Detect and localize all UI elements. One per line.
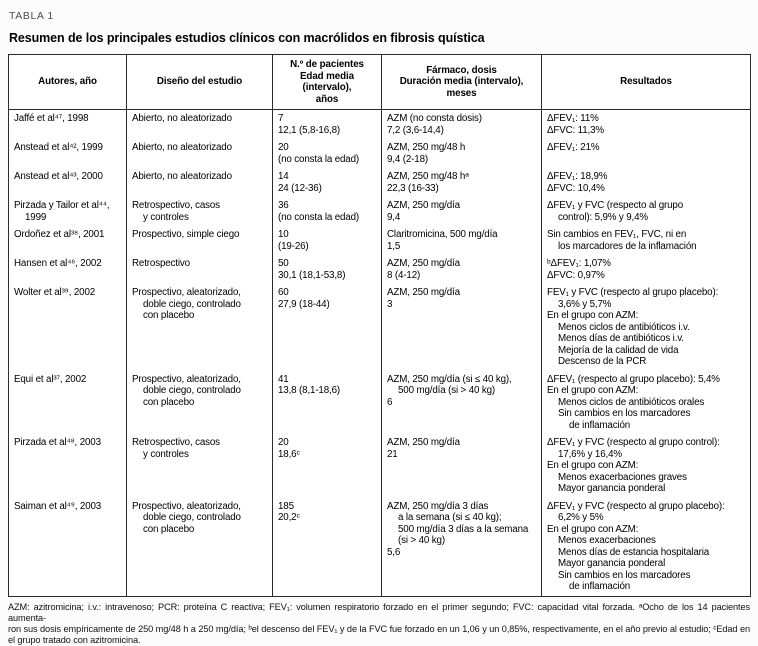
cell-line: Sin cambios en FEV₁, FVC, ni en [547,229,748,241]
cell-line: AZM, 250 mg/día [387,258,539,270]
study-cell [382,197,542,226]
cell-line: 1999 [14,212,124,224]
study-cell [9,255,127,284]
cell-line: ΔFEV₁: 18,9% [547,171,748,183]
study-cell [382,371,542,435]
table-header [9,55,751,110]
cell-line: y controles [132,449,270,461]
column-header [382,55,542,110]
study-cell [273,110,382,140]
study-cell [273,226,382,255]
study-cell [127,110,273,140]
study-cell [127,371,273,435]
study-cell [127,284,273,371]
study-cell [9,197,127,226]
study-cell [127,139,273,168]
footnote-line: AZM: azitromicina; i.v.: intravenoso; PCR: proteína C reactiva; FEV₁: volumen respiratorio forzado en el primer segundo; FVC: capacidad vital forzada. ᵃOcho de los 14 pacientes aumenta- [8,602,750,624]
cell-line: Mayor ganancia ponderal [547,483,748,495]
cell-line: Descenso de la PCR [547,356,748,368]
cell-line: Menos días de estancia hospitalaria [547,547,748,559]
cell-line: Sin cambios en los marcadores [547,408,748,420]
study-cell [9,371,127,435]
cell-line: Prospectivo, aleatorizado, [132,287,270,299]
study-cell [9,168,127,197]
cell-line: Prospectivo, aleatorizado, [132,501,270,513]
column-header-line: Resultados [545,76,747,88]
cell-line: Abierto, no aleatorizado [132,171,270,183]
study-cell [382,498,542,597]
study-cell [542,434,751,498]
study-cell [127,434,273,498]
study-row [9,371,751,435]
cell-line: ᵇΔFEV₁: 1,07% [547,258,748,270]
cell-line: 10 [278,229,379,241]
study-cell [542,498,751,597]
cell-line: control): 5,9% y 9,4% [547,212,748,224]
cell-line: ΔFVC: 0,97% [547,270,748,282]
column-header-line: Autores, año [12,76,123,88]
cell-line: (no consta la edad) [278,154,379,166]
cell-line: En el grupo con AZM: [547,310,748,322]
column-header-line: años [276,94,378,106]
cell-line: (19-26) [278,241,379,253]
cell-line: con placebo [132,310,270,322]
cell-line: de inflamación [547,581,748,593]
study-cell [127,168,273,197]
cell-line: 5,6 [387,547,539,559]
cell-line: AZM (no consta dosis) [387,113,539,125]
cell-line: doble ciego, controlado [132,385,270,397]
cell-line: 3,6% y 5,7% [547,299,748,311]
cell-line: AZM, 250 mg/día (si ≤ 40 kg), [387,374,539,386]
study-row [9,226,751,255]
study-row [9,139,751,168]
cell-line: Hansen et al⁴⁶, 2002 [14,258,124,270]
cell-line: ΔFEV₁ (respecto al grupo placebo): 5,4% [547,374,748,386]
study-cell [9,434,127,498]
cell-line: los marcadores de la inflamación [547,241,748,253]
study-cell [542,255,751,284]
column-header-line: meses [385,88,538,100]
cell-line: 185 [278,501,379,513]
study-cell [127,498,273,597]
cell-line: Anstead et al⁴³, 2000 [14,171,124,183]
cell-line: En el grupo con AZM: [547,524,748,536]
study-cell [9,139,127,168]
study-cell [542,371,751,435]
cell-line: En el grupo con AZM: [547,460,748,472]
footnote [8,602,750,646]
cell-line: Retrospectivo, casos [132,200,270,212]
study-cell [382,226,542,255]
cell-line: ΔFVC: 11,3% [547,125,748,137]
cell-line: (no consta la edad) [278,212,379,224]
cell-line: ΔFEV₁ y FVC (respecto al grupo placebo): [547,501,748,513]
cell-line: ΔFEV₁ y FVC (respecto al grupo [547,200,748,212]
cell-line: Prospectivo, aleatorizado, [132,374,270,386]
cell-line: (si > 40 kg) [387,535,539,547]
study-cell [382,255,542,284]
cell-line: Menos ciclos de antibióticos i.v. [547,322,748,334]
study-cell [542,284,751,371]
cell-line: 7 [278,113,379,125]
cell-line: Prospectivo, simple ciego [132,229,270,241]
column-header-line: Duración media (intervalo), [385,76,538,88]
cell-line: Menos días de antibióticos i.v. [547,333,748,345]
table-title: Resumen de los principales estudios clínicos con macrólidos en fibrosis quística [9,31,750,45]
column-header [9,55,127,110]
column-header-line: N.º de pacientes [276,59,378,71]
cell-line: Menos exacerbaciones graves [547,472,748,484]
cell-line: 3 [387,299,539,311]
study-cell [273,255,382,284]
cell-line: con placebo [132,397,270,409]
study-cell [542,139,751,168]
table-body [9,110,751,597]
study-cell [382,110,542,140]
cell-line: doble ciego, controlado [132,299,270,311]
cell-line: 22,3 (16-33) [387,183,539,195]
cell-line: y controles [132,212,270,224]
cell-line: 20 [278,142,379,154]
study-cell [127,255,273,284]
cell-line: 12,1 (5,8-16,8) [278,125,379,137]
cell-line: 6 [387,397,539,409]
study-row [9,255,751,284]
column-header-line: Fármaco, dosis [385,65,538,77]
cell-line: 24 (12-36) [278,183,379,195]
cell-line: ΔFEV₁ y FVC (respecto al grupo control): [547,437,748,449]
cell-line: 36 [278,200,379,212]
cell-line: AZM, 250 mg/día [387,287,539,299]
cell-line: 500 mg/día 3 días a la semana [387,524,539,536]
cell-line: Menos ciclos de antibióticos orales [547,397,748,409]
cell-line: 9,4 (2-18) [387,154,539,166]
study-row [9,197,751,226]
cell-line: a la semana (si ≤ 40 kg); [387,512,539,524]
cell-line: AZM, 250 mg/día [387,200,539,212]
cell-line: 30,1 (18,1-53,8) [278,270,379,282]
cell-line: 9,4 [387,212,539,224]
cell-line: Wolter et al³⁹, 2002 [14,287,124,299]
cell-line: con placebo [132,524,270,536]
cell-line: AZM, 250 mg/día 3 días [387,501,539,513]
cell-line: 1,5 [387,241,539,253]
study-cell [9,284,127,371]
study-cell [273,498,382,597]
cell-line: Anstead et al⁴², 1999 [14,142,124,154]
cell-line: 27,9 (18-44) [278,299,379,311]
cell-line: Retrospectivo [132,258,270,270]
cell-line: Pirzada y Tailor et al⁴⁴, [14,200,124,212]
cell-line: Claritromicina, 500 mg/día [387,229,539,241]
cell-line: AZM, 250 mg/48 h [387,142,539,154]
study-cell [542,226,751,255]
study-cell [273,284,382,371]
study-cell [273,139,382,168]
cell-line: ΔFEV₁: 11% [547,113,748,125]
cell-line: Mejoría de la calidad de vida [547,345,748,357]
cell-line: Pirzada et al⁴⁸, 2003 [14,437,124,449]
cell-line: 8 (4-12) [387,270,539,282]
cell-line: 20,2ᶜ [278,512,379,524]
cell-line: doble ciego, controlado [132,512,270,524]
column-header [273,55,382,110]
cell-line: AZM, 250 mg/día [387,437,539,449]
study-row [9,168,751,197]
study-cell [127,197,273,226]
cell-line: Ordoñez et al³⁸, 2001 [14,229,124,241]
study-cell [273,371,382,435]
study-cell [382,284,542,371]
cell-line: 7,2 (3,6-14,4) [387,125,539,137]
study-cell [127,226,273,255]
study-cell [382,168,542,197]
cell-line: 18,6ᶜ [278,449,379,461]
study-row [9,110,751,140]
study-cell [273,197,382,226]
cell-line: 17,6% y 16,4% [547,449,748,461]
cell-line: En el grupo con AZM: [547,385,748,397]
study-row [9,498,751,597]
cell-line: de inflamación [547,420,748,432]
cell-line: FEV₁ y FVC (respecto al grupo placebo): [547,287,748,299]
cell-line: Abierto, no aleatorizado [132,113,270,125]
cell-line: Jaffé et al⁴⁷, 1998 [14,113,124,125]
study-cell [382,434,542,498]
study-row [9,434,751,498]
cell-line: 60 [278,287,379,299]
cell-line: 13,8 (8,1-18,6) [278,385,379,397]
cell-line: Abierto, no aleatorizado [132,142,270,154]
study-row [9,284,751,371]
cell-line: 500 mg/día (si > 40 kg) [387,385,539,397]
cell-line: Menos exacerbaciones [547,535,748,547]
study-cell [273,168,382,197]
study-cell [542,110,751,140]
column-header [127,55,273,110]
cell-line: 50 [278,258,379,270]
table-label: TABLA 1 [9,10,750,22]
footnote-line: ron sus dosis empíricamente de 250 mg/48 h a 250 mg/día; ᵇel descenso del FEV₁ y de la FVC fue forzado en un 1,06 y un 0,85%, respectivamente, en el año previo al estudio; ᶜEdad en [8,624,750,635]
clinical-studies-table [8,54,751,597]
study-cell [9,110,127,140]
study-cell [9,226,127,255]
table-header-row [9,55,751,110]
study-cell [273,434,382,498]
cell-line: ΔFVC: 10,4% [547,183,748,195]
cell-line: 14 [278,171,379,183]
cell-line: Retrospectivo, casos [132,437,270,449]
study-cell [9,498,127,597]
column-header-line: Diseño del estudio [130,76,269,88]
cell-line: 20 [278,437,379,449]
cell-line: Equi et al³⁷, 2002 [14,374,124,386]
study-cell [542,197,751,226]
cell-line: Saiman et al⁴⁹, 2003 [14,501,124,513]
study-cell [382,139,542,168]
study-cell [542,168,751,197]
cell-line: Mayor ganancia ponderal [547,558,748,570]
column-header [542,55,751,110]
cell-line: 41 [278,374,379,386]
cell-line: Sin cambios en los marcadores [547,570,748,582]
cell-line: AZM, 250 mg/48 hᵃ [387,171,539,183]
cell-line: 21 [387,449,539,461]
cell-line: 6,2% y 5% [547,512,748,524]
column-header-line: Edad media (intervalo), [276,71,378,94]
footnote-line: el grupo tratado con azitromicina. [8,635,750,646]
cell-line: ΔFEV₁: 21% [547,142,748,154]
